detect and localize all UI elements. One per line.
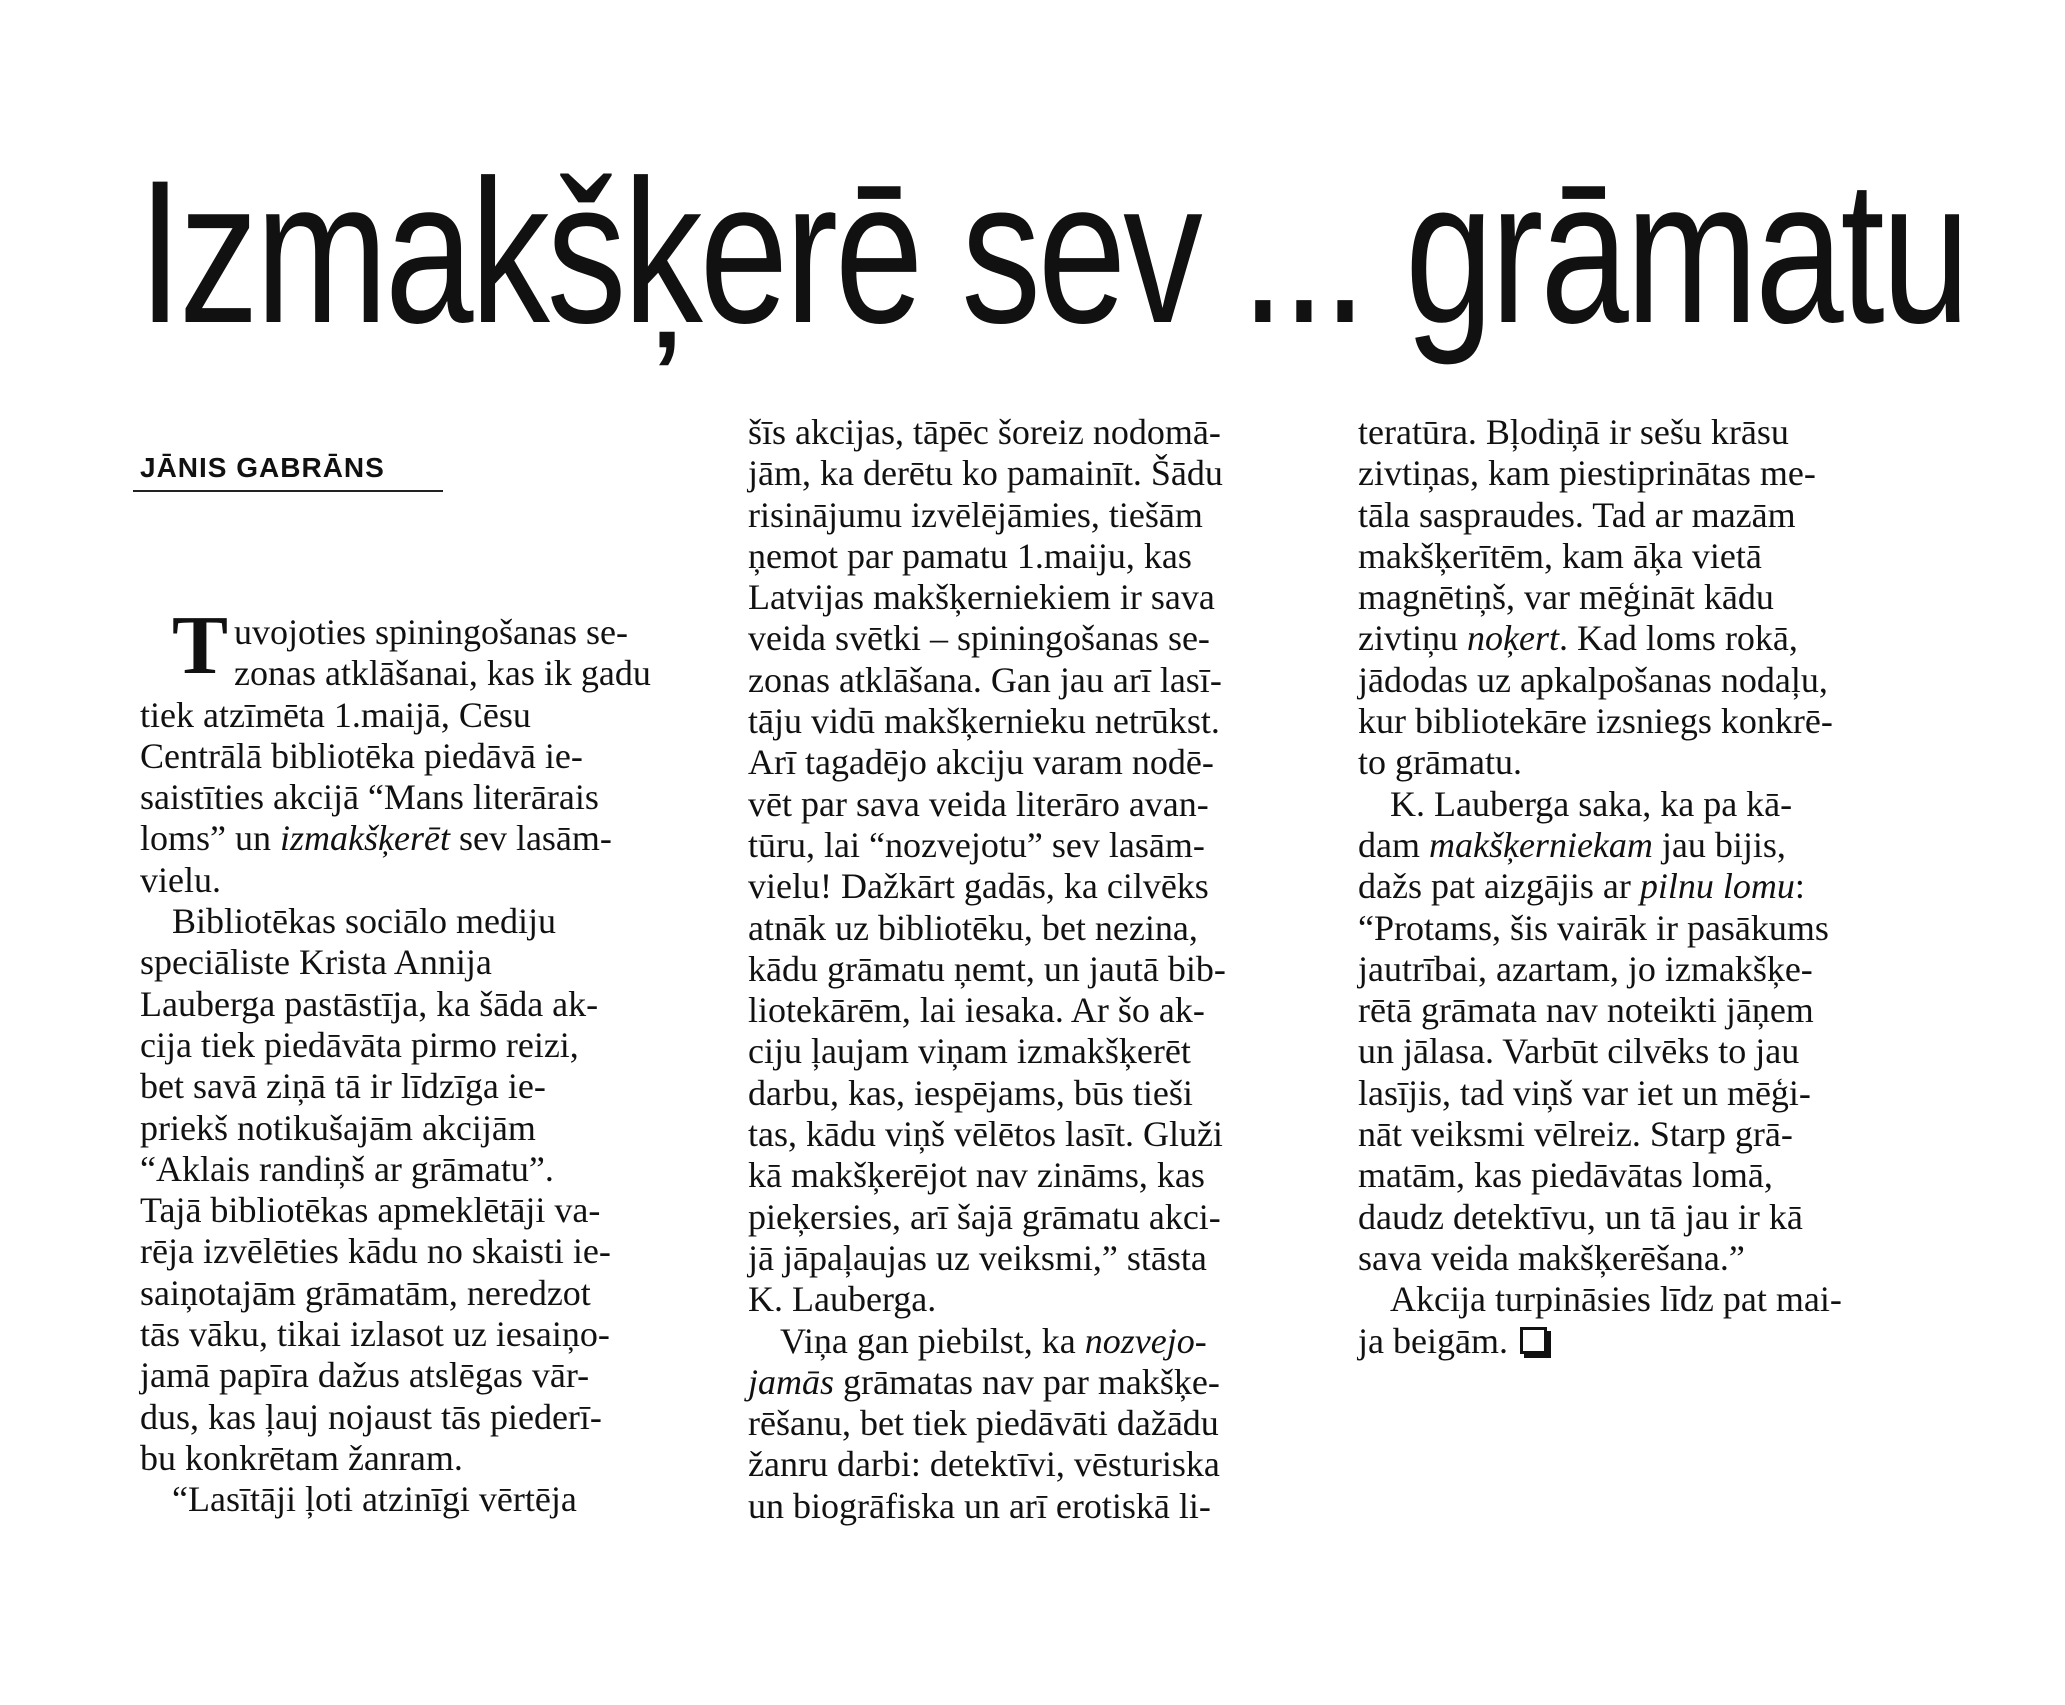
- text-line: jautrībai, azartam, jo izmakšķe-: [1358, 948, 1813, 989]
- text-line: teratūra. Bļodiņā ir sešu krāsu: [1358, 412, 1789, 452]
- text-line: liotekārēm, lai iesaka. Ar šo ak-: [748, 990, 1205, 1031]
- text-line: makšķerītēm, kam āķa vietā: [1358, 535, 1762, 576]
- article-headline: Izmakšķerē sev ... grāmatu: [138, 138, 1967, 366]
- text-line: speciāliste Krista Annija: [140, 942, 492, 983]
- text-line: zonas atklāšanai, kas ik gadu: [234, 653, 651, 694]
- end-of-article-square-icon: [1520, 1327, 1547, 1354]
- text-line: “Lasītāji ļoti atzinīgi vērtēja: [172, 1479, 577, 1520]
- text-line: lasījis, tad viņš var iet un mēģi-: [1358, 1072, 1811, 1113]
- text-line: matām, kas piedāvātas lomā,: [1358, 1155, 1773, 1196]
- text-line: tās vāku, tikai izlasot uz iesaiņo-: [140, 1314, 610, 1355]
- text-line: zivtiņas, kam piestiprinātas me-: [1358, 453, 1816, 494]
- text-line: Centrālā bibliotēka piedāvā ie-: [140, 735, 583, 776]
- text-line: pieķersies, arī šajā grāmatu akci-: [748, 1196, 1221, 1237]
- text-line: darbu, kas, iespējams, būs tieši: [748, 1072, 1193, 1113]
- text-line: Arī tagadējo akciju varam nodē-: [748, 742, 1214, 783]
- text-line: tas, kādu viņš vēlētos lasīt. Gluži: [748, 1114, 1223, 1155]
- text-line: zonas atklāšana. Gan jau arī lasī-: [748, 659, 1222, 700]
- text-line: dam makšķerniekam jau bijis,: [1358, 824, 1786, 865]
- text-line: un biogrāfiska un arī erotiskā li-: [748, 1485, 1211, 1526]
- text-line: žanru darbi: detektīvi, vēsturiska: [748, 1444, 1220, 1485]
- text-line: ja beigām.: [1358, 1321, 1842, 1362]
- text-line: Lauberga pastāstīja, ka šāda ak-: [140, 983, 599, 1024]
- text-line: ņemot par pamatu 1.maiju, kas: [748, 535, 1192, 576]
- text-line: jā jāpaļaujas uz veiksmi,” stāsta: [748, 1237, 1207, 1278]
- text-line: bet savā ziņā tā ir līdzīga ie-: [140, 1066, 546, 1107]
- italic-emphasis: pilnu lomu: [1639, 866, 1795, 907]
- text-line: atnāk uz bibliotēku, bet nezina,: [748, 907, 1198, 948]
- text-line: veida svētki – spiningošanas se-: [748, 618, 1210, 659]
- text-line: Tajā bibliotēkas apmeklētāji va-: [140, 1190, 601, 1231]
- text-line: rēšanu, bet tiek piedāvāti dažādu: [748, 1403, 1219, 1444]
- text-line: K. Lauberga.: [748, 1279, 937, 1320]
- text-line: Tuvojoties spiningošanas se-: [172, 599, 628, 692]
- text-line: daudz detektīvu, un tā jau ir kā: [1358, 1196, 1803, 1237]
- text-line: K. Lauberga saka, ka pa kā-: [1390, 783, 1793, 824]
- italic-emphasis: nozvejo-: [1084, 1320, 1207, 1361]
- text-line: bu konkrētam žanram.: [140, 1437, 463, 1478]
- text-line: saistīties akcijā “Mans literārais: [140, 777, 599, 818]
- text-line: tāju vidū makšķernieku netrūkst.: [748, 701, 1220, 742]
- italic-emphasis: noķert: [1466, 618, 1559, 659]
- text-line: šīs akcijas, tāpēc šoreiz nodomā-: [748, 412, 1221, 452]
- italic-emphasis: makšķerniekam: [1428, 824, 1653, 865]
- text-line: jamā papīra dažus atslēgas vār-: [140, 1355, 590, 1396]
- text-line: cija tiek piedāvāta pirmo reizi,: [140, 1024, 579, 1065]
- byline-rule: [133, 490, 443, 492]
- text-line: jādodas uz apkalpošanas nodaļu,: [1358, 659, 1828, 700]
- text-line: vielu! Dažkārt gadās, ka cilvēks: [748, 866, 1209, 907]
- text-line: ciju ļaujam viņam izmakšķerēt: [748, 1031, 1191, 1072]
- text-line: vēt par sava veida literāro avan-: [748, 783, 1209, 824]
- text-line: “Protams, šis vairāk ir pasākums: [1358, 907, 1829, 948]
- text-line: tiek atzīmēta 1.maijā, Cēsu: [140, 694, 531, 735]
- italic-emphasis: izmakšķerēt: [280, 818, 450, 859]
- drop-cap: T: [172, 599, 229, 692]
- text-line: kā makšķerējot nav zināms, kas: [748, 1155, 1205, 1196]
- text-line: loms” un izmakšķerēt sev lasām-: [140, 818, 612, 859]
- text-line: tūru, lai “nozvejotu” sev lasām-: [748, 824, 1205, 865]
- text-line: Viņa gan piebilst, ka nozvejo-: [780, 1320, 1207, 1361]
- text-line: priekš notikušajām akcijām: [140, 1107, 536, 1148]
- text-line: nāt veiksmi vēlreiz. Starp grā-: [1358, 1114, 1793, 1155]
- article-column-3: [1358, 412, 1842, 1362]
- text-line: rēja izvēlēties kādu no skaisti ie-: [140, 1231, 611, 1272]
- text-line: jām, ka derētu ko pamainīt. Šādu: [748, 453, 1223, 494]
- article-column-2: [748, 412, 1226, 1527]
- text-line: Latvijas makšķerniekiem ir sava: [748, 577, 1215, 618]
- text-line: rētā grāmata nav noteikti jāņem: [1358, 990, 1814, 1031]
- text-line: un jālasa. Varbūt cilvēks to jau: [1358, 1031, 1800, 1072]
- text-line: kādu grāmatu ņemt, un jautā bib-: [748, 948, 1226, 989]
- text-line: Bibliotēkas sociālo mediju: [172, 901, 556, 942]
- text-line: dus, kas ļauj nojaust tās piederī-: [140, 1396, 602, 1437]
- author-byline: JĀNIS GABRĀNS: [140, 452, 385, 483]
- text-line: magnētiņš, var mēģināt kādu: [1358, 577, 1774, 618]
- text-line: risinājumu izvēlējāmies, tiešām: [748, 494, 1203, 535]
- italic-emphasis: jamās: [748, 1361, 835, 1402]
- text-line: kur bibliotekāre izsniegs konkrē-: [1358, 701, 1833, 742]
- text-line: vielu.: [140, 859, 221, 900]
- text-line: dažs pat aizgājis ar pilnu lomu:: [1358, 866, 1805, 907]
- article-column-1: [140, 599, 651, 1521]
- text-line: zivtiņu noķert. Kad loms rokā,: [1358, 618, 1798, 659]
- text-line: Akcija turpināsies līdz pat mai-: [1390, 1279, 1842, 1320]
- text-line: to grāmatu.: [1358, 742, 1522, 783]
- text-line: tāla saspraudes. Tad ar mazām: [1358, 494, 1796, 535]
- text-line: sava veida makšķerēšana.”: [1358, 1237, 1745, 1278]
- text-line: saiņotajām grāmatām, neredzot: [140, 1272, 591, 1313]
- text-line: “Aklais randiņš ar grāmatu”.: [140, 1148, 554, 1189]
- text-line: jamās grāmatas nav par makšķe-: [748, 1361, 1220, 1402]
